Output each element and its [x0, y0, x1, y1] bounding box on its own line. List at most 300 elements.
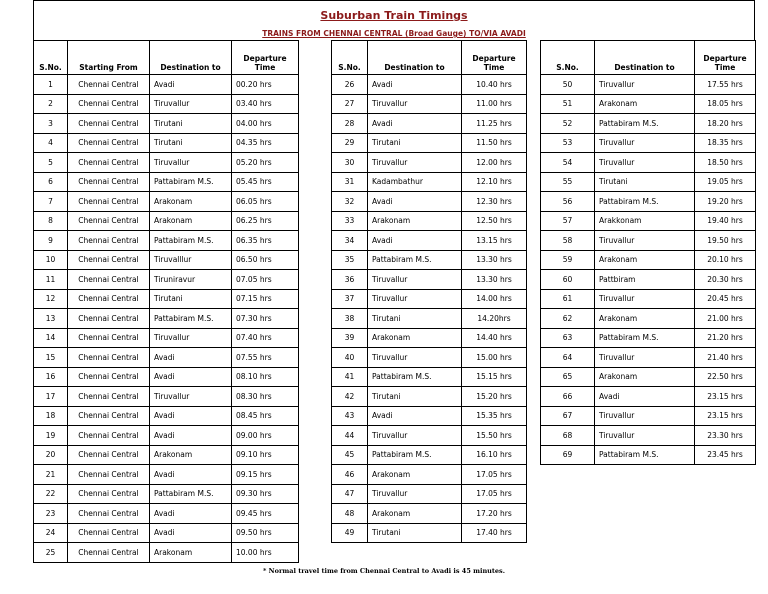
cell-destination: Tiruvallur [150, 94, 232, 114]
cell-departure-time: 04.35 hrs [232, 133, 299, 153]
cell-sno: 43 [332, 406, 368, 426]
cell-departure-time: 18.35 hrs [695, 133, 756, 153]
cell-sno: 16 [34, 367, 68, 387]
cell-destination: Kadambathur [368, 172, 462, 192]
cell-destination: Arakonam [595, 94, 695, 114]
table-row [34, 465, 299, 485]
cell-sno: 44 [332, 426, 368, 446]
cell-destination: Arakonam [368, 504, 462, 524]
cell-sno: 49 [332, 523, 368, 543]
cell-starting-from: Chennai Central [68, 328, 150, 348]
cell-departure-time: 16.10 hrs [462, 445, 527, 465]
cell-destination: Avadi [368, 114, 462, 134]
cell-departure-time: 17.05 hrs [462, 484, 527, 504]
cell-sno: 42 [332, 387, 368, 407]
cell-starting-from: Chennai Central [68, 114, 150, 134]
cell-departure-time: 09.10 hrs [232, 445, 299, 465]
cell-destination: Tiruvallur [595, 289, 695, 309]
cell-destination: Tirutani [368, 523, 462, 543]
table-row [541, 133, 756, 153]
cell-departure-time: 05.45 hrs [232, 172, 299, 192]
cell-sno: 64 [541, 348, 595, 368]
cell-sno: 55 [541, 172, 595, 192]
cell-departure-time: 19.40 hrs [695, 211, 756, 231]
cell-departure-time: 11.50 hrs [462, 133, 527, 153]
table-row [541, 445, 756, 465]
header-departure-time: Departure Time [462, 41, 527, 75]
cell-starting-from: Chennai Central [68, 406, 150, 426]
table-row [332, 250, 527, 270]
table-row [332, 211, 527, 231]
cell-sno: 25 [34, 543, 68, 563]
cell-departure-time: 15.35 hrs [462, 406, 527, 426]
cell-starting-from: Chennai Central [68, 75, 150, 95]
cell-departure-time: 06.50 hrs [232, 250, 299, 270]
cell-departure-time: 09.15 hrs [232, 465, 299, 485]
cell-destination: Tiruvallur [368, 153, 462, 173]
table-row [332, 75, 527, 95]
cell-starting-from: Chennai Central [68, 367, 150, 387]
cell-sno: 46 [332, 465, 368, 485]
cell-departure-time: 11.25 hrs [462, 114, 527, 134]
table-row [332, 387, 527, 407]
cell-starting-from: Chennai Central [68, 445, 150, 465]
cell-destination: Arakonam [368, 328, 462, 348]
table-row [332, 348, 527, 368]
cell-destination: Arakonam [595, 367, 695, 387]
header-destination: Destination to [150, 41, 232, 75]
cell-departure-time: 21.20 hrs [695, 328, 756, 348]
table-row [332, 94, 527, 114]
table-row [332, 523, 527, 543]
table-row [34, 231, 299, 251]
cell-destination: Avadi [150, 523, 232, 543]
cell-starting-from: Chennai Central [68, 348, 150, 368]
table-row [34, 328, 299, 348]
cell-sno: 63 [541, 328, 595, 348]
cell-destination: Tiruvallur [368, 348, 462, 368]
cell-starting-from: Chennai Central [68, 504, 150, 524]
cell-destination: Pattabiram M.S. [150, 172, 232, 192]
cell-sno: 61 [541, 289, 595, 309]
cell-destination: Tirutani [150, 289, 232, 309]
table-row [332, 153, 527, 173]
table-row [34, 133, 299, 153]
table-row [34, 387, 299, 407]
cell-departure-time: 06.25 hrs [232, 211, 299, 231]
cell-destination: Tiruvallur [150, 153, 232, 173]
table-row [332, 231, 527, 251]
cell-destination: Tiruvallur [368, 289, 462, 309]
cell-sno: 69 [541, 445, 595, 465]
cell-departure-time: 13.30 hrs [462, 270, 527, 290]
cell-sno: 18 [34, 406, 68, 426]
cell-sno: 19 [34, 426, 68, 446]
cell-destination: Avadi [150, 465, 232, 485]
cell-destination: Tiruvallur [368, 94, 462, 114]
cell-sno: 10 [34, 250, 68, 270]
cell-destination: Pattabiram M.S. [150, 484, 232, 504]
table-row [34, 211, 299, 231]
cell-departure-time: 04.00 hrs [232, 114, 299, 134]
cell-sno: 56 [541, 192, 595, 212]
table-row [34, 426, 299, 446]
cell-departure-time: 17.05 hrs [462, 465, 527, 485]
cell-destination: Tiruniravur [150, 270, 232, 290]
cell-starting-from: Chennai Central [68, 172, 150, 192]
cell-destination: Tiruvallur [595, 153, 695, 173]
table-row [541, 250, 756, 270]
cell-destination: Avadi [150, 367, 232, 387]
cell-sno: 12 [34, 289, 68, 309]
cell-departure-time: 22.50 hrs [695, 367, 756, 387]
cell-departure-time: 19.20 hrs [695, 192, 756, 212]
cell-sno: 67 [541, 406, 595, 426]
table-row [541, 192, 756, 212]
cell-sno: 30 [332, 153, 368, 173]
header-destination: Destination to [368, 41, 462, 75]
cell-departure-time: 13.30 hrs [462, 250, 527, 270]
cell-destination: Pattabiram M.S. [150, 309, 232, 329]
table-row [34, 289, 299, 309]
cell-destination: Pattabiram M.S. [368, 445, 462, 465]
cell-departure-time: 20.10 hrs [695, 250, 756, 270]
table-row [34, 270, 299, 290]
cell-destination: Pattabiram M.S. [368, 250, 462, 270]
cell-departure-time: 21.40 hrs [695, 348, 756, 368]
cell-sno: 38 [332, 309, 368, 329]
table-row [541, 367, 756, 387]
cell-departure-time: 15.15 hrs [462, 367, 527, 387]
table-row [34, 523, 299, 543]
timetable-1 [33, 40, 299, 563]
cell-departure-time: 12.00 hrs [462, 153, 527, 173]
cell-sno: 13 [34, 309, 68, 329]
cell-departure-time: 11.00 hrs [462, 94, 527, 114]
header-destination: Destination to [595, 41, 695, 75]
header-sno: S.No. [332, 41, 368, 75]
cell-sno: 9 [34, 231, 68, 251]
cell-departure-time: 18.50 hrs [695, 153, 756, 173]
table-row [332, 484, 527, 504]
cell-departure-time: 20.45 hrs [695, 289, 756, 309]
header-starting-from: Starting From [68, 41, 150, 75]
cell-sno: 21 [34, 465, 68, 485]
cell-destination: Pattbiram [595, 270, 695, 290]
table-row [332, 133, 527, 153]
cell-destination: Tiruvallur [150, 387, 232, 407]
cell-sno: 58 [541, 231, 595, 251]
cell-departure-time: 12.10 hrs [462, 172, 527, 192]
table-row [34, 543, 299, 563]
cell-sno: 27 [332, 94, 368, 114]
table-row [34, 445, 299, 465]
cell-departure-time: 00.20 hrs [232, 75, 299, 95]
cell-sno: 7 [34, 192, 68, 212]
timetable-2 [331, 40, 527, 543]
cell-sno: 2 [34, 94, 68, 114]
cell-destination: Tiruvallur [595, 426, 695, 446]
cell-sno: 6 [34, 172, 68, 192]
table-row [541, 289, 756, 309]
table-row [541, 406, 756, 426]
cell-destination: Arakonam [368, 465, 462, 485]
cell-departure-time: 14.40 hrs [462, 328, 527, 348]
cell-sno: 39 [332, 328, 368, 348]
table-row [541, 309, 756, 329]
table-row [34, 172, 299, 192]
table-row [541, 328, 756, 348]
cell-sno: 40 [332, 348, 368, 368]
cell-destination: Arakonam [368, 211, 462, 231]
cell-starting-from: Chennai Central [68, 523, 150, 543]
cell-destination: Pattabiram M.S. [595, 114, 695, 134]
cell-starting-from: Chennai Central [68, 94, 150, 114]
table-row [332, 270, 527, 290]
cell-sno: 62 [541, 309, 595, 329]
cell-departure-time: 10.40 hrs [462, 75, 527, 95]
cell-destination: Avadi [595, 387, 695, 407]
cell-destination: Tiruvallur [595, 231, 695, 251]
table-row [332, 309, 527, 329]
cell-sno: 45 [332, 445, 368, 465]
cell-sno: 26 [332, 75, 368, 95]
cell-departure-time: 09.45 hrs [232, 504, 299, 524]
cell-destination: Tirutani [595, 172, 695, 192]
cell-departure-time: 06.05 hrs [232, 192, 299, 212]
cell-starting-from: Chennai Central [68, 270, 150, 290]
cell-sno: 24 [34, 523, 68, 543]
cell-destination: Avadi [150, 75, 232, 95]
cell-sno: 53 [541, 133, 595, 153]
table-row [34, 192, 299, 212]
cell-sno: 11 [34, 270, 68, 290]
cell-departure-time: 19.50 hrs [695, 231, 756, 251]
cell-sno: 34 [332, 231, 368, 251]
cell-starting-from: Chennai Central [68, 426, 150, 446]
cell-sno: 48 [332, 504, 368, 524]
cell-destination: Avadi [150, 406, 232, 426]
table-row [332, 465, 527, 485]
cell-destination: Arakonam [150, 543, 232, 563]
table-row [34, 94, 299, 114]
cell-sno: 51 [541, 94, 595, 114]
cell-destination: Avadi [150, 504, 232, 524]
title-frame [33, 0, 755, 40]
cell-departure-time: 05.20 hrs [232, 153, 299, 173]
cell-departure-time: 14.00 hrs [462, 289, 527, 309]
page-title: Suburban Train Timings [320, 9, 468, 22]
table-row [541, 75, 756, 95]
cell-sno: 14 [34, 328, 68, 348]
table-row [332, 192, 527, 212]
cell-sno: 20 [34, 445, 68, 465]
cell-sno: 54 [541, 153, 595, 173]
cell-departure-time: 23.15 hrs [695, 406, 756, 426]
cell-departure-time: 17.55 hrs [695, 75, 756, 95]
cell-destination: Tiruvallur [150, 328, 232, 348]
table-row [34, 153, 299, 173]
page-subtitle: TRAINS FROM CHENNAI CENTRAL (Broad Gauge) TO/VIA AVADI [262, 29, 526, 38]
cell-departure-time: 15.20 hrs [462, 387, 527, 407]
cell-sno: 4 [34, 133, 68, 153]
cell-departure-time: 06.35 hrs [232, 231, 299, 251]
cell-departure-time: 14.20hrs [462, 309, 527, 329]
cell-destination: Tiruvallur [595, 75, 695, 95]
cell-departure-time: 08.30 hrs [232, 387, 299, 407]
cell-sno: 31 [332, 172, 368, 192]
cell-starting-from: Chennai Central [68, 387, 150, 407]
cell-departure-time: 07.30 hrs [232, 309, 299, 329]
cell-starting-from: Chennai Central [68, 153, 150, 173]
table-row [332, 328, 527, 348]
cell-sno: 52 [541, 114, 595, 134]
cell-sno: 17 [34, 387, 68, 407]
cell-departure-time: 12.30 hrs [462, 192, 527, 212]
cell-departure-time: 08.45 hrs [232, 406, 299, 426]
cell-destination: Tiruvallur [595, 133, 695, 153]
table-row [541, 211, 756, 231]
header-row [34, 41, 299, 75]
cell-sno: 32 [332, 192, 368, 212]
table-row [34, 406, 299, 426]
cell-destination: Arakonam [595, 309, 695, 329]
cell-sno: 37 [332, 289, 368, 309]
cell-destination: Tiruvallur [368, 270, 462, 290]
cell-starting-from: Chennai Central [68, 231, 150, 251]
cell-destination: Tirutani [150, 133, 232, 153]
table-row [541, 172, 756, 192]
cell-sno: 68 [541, 426, 595, 446]
cell-destination: Tiruvallur [595, 406, 695, 426]
footnote: * Normal travel time from Chennai Central to Avadi is 45 minutes. [263, 567, 505, 575]
cell-sno: 8 [34, 211, 68, 231]
cell-sno: 29 [332, 133, 368, 153]
cell-destination: Tirutani [368, 387, 462, 407]
cell-sno: 35 [332, 250, 368, 270]
cell-starting-from: Chennai Central [68, 133, 150, 153]
cell-starting-from: Chennai Central [68, 543, 150, 563]
cell-sno: 3 [34, 114, 68, 134]
cell-destination: Arakonam [150, 192, 232, 212]
cell-starting-from: Chennai Central [68, 289, 150, 309]
table-row [541, 426, 756, 446]
cell-sno: 41 [332, 367, 368, 387]
cell-destination: Tirutani [150, 114, 232, 134]
cell-sno: 36 [332, 270, 368, 290]
table-row [34, 114, 299, 134]
cell-destination: Tirutani [368, 133, 462, 153]
cell-destination: Pattabiram M.S. [595, 445, 695, 465]
cell-departure-time: 20.30 hrs [695, 270, 756, 290]
table-row [332, 504, 527, 524]
table-row [34, 504, 299, 524]
table-row [34, 348, 299, 368]
cell-departure-time: 23.30 hrs [695, 426, 756, 446]
cell-sno: 33 [332, 211, 368, 231]
cell-departure-time: 12.50 hrs [462, 211, 527, 231]
cell-destination: Avadi [368, 406, 462, 426]
cell-destination: Arakonam [150, 445, 232, 465]
cell-starting-from: Chennai Central [68, 465, 150, 485]
cell-departure-time: 09.30 hrs [232, 484, 299, 504]
cell-departure-time: 07.15 hrs [232, 289, 299, 309]
cell-departure-time: 15.50 hrs [462, 426, 527, 446]
cell-sno: 60 [541, 270, 595, 290]
cell-departure-time: 03.40 hrs [232, 94, 299, 114]
header-row [541, 41, 756, 75]
cell-destination: Avadi [150, 348, 232, 368]
cell-departure-time: 19.05 hrs [695, 172, 756, 192]
table-row [541, 153, 756, 173]
cell-sno: 66 [541, 387, 595, 407]
header-row [332, 41, 527, 75]
cell-sno: 57 [541, 211, 595, 231]
cell-destination: Avadi [368, 231, 462, 251]
cell-destination: Arakkonam [595, 211, 695, 231]
cell-departure-time: 18.05 hrs [695, 94, 756, 114]
cell-starting-from: Chennai Central [68, 211, 150, 231]
cell-sno: 47 [332, 484, 368, 504]
table-row [332, 289, 527, 309]
header-sno: S.No. [34, 41, 68, 75]
cell-destination: Tiruvallur [368, 426, 462, 446]
cell-departure-time: 23.15 hrs [695, 387, 756, 407]
cell-departure-time: 10.00 hrs [232, 543, 299, 563]
cell-departure-time: 18.20 hrs [695, 114, 756, 134]
table-row [332, 172, 527, 192]
cell-sno: 5 [34, 153, 68, 173]
cell-sno: 28 [332, 114, 368, 134]
cell-departure-time: 07.55 hrs [232, 348, 299, 368]
cell-destination: Pattabiram M.S. [595, 192, 695, 212]
cell-departure-time: 23.45 hrs [695, 445, 756, 465]
cell-destination: Avadi [150, 426, 232, 446]
table-row [34, 367, 299, 387]
table-row [541, 387, 756, 407]
table-row [34, 75, 299, 95]
cell-destination: Pattabiram M.S. [150, 231, 232, 251]
table-row [541, 231, 756, 251]
table-row [332, 367, 527, 387]
header-departure-time: Departure Time [232, 41, 299, 75]
cell-starting-from: Chennai Central [68, 309, 150, 329]
cell-destination: Tiruvalllur [150, 250, 232, 270]
cell-sno: 22 [34, 484, 68, 504]
timetable-3 [540, 40, 756, 465]
cell-departure-time: 09.00 hrs [232, 426, 299, 446]
cell-departure-time: 17.40 hrs [462, 523, 527, 543]
cell-sno: 59 [541, 250, 595, 270]
cell-sno: 23 [34, 504, 68, 524]
cell-destination: Avadi [368, 75, 462, 95]
table-row [34, 309, 299, 329]
cell-starting-from: Chennai Central [68, 484, 150, 504]
cell-departure-time: 17.20 hrs [462, 504, 527, 524]
header-sno: S.No. [541, 41, 595, 75]
cell-departure-time: 07.40 hrs [232, 328, 299, 348]
cell-starting-from: Chennai Central [68, 250, 150, 270]
cell-destination: Arakonam [595, 250, 695, 270]
cell-starting-from: Chennai Central [68, 192, 150, 212]
cell-destination: Avadi [368, 192, 462, 212]
table-row [541, 348, 756, 368]
cell-destination: Tiruvallur [595, 348, 695, 368]
cell-departure-time: 21.00 hrs [695, 309, 756, 329]
cell-departure-time: 09.50 hrs [232, 523, 299, 543]
cell-departure-time: 08.10 hrs [232, 367, 299, 387]
cell-sno: 15 [34, 348, 68, 368]
